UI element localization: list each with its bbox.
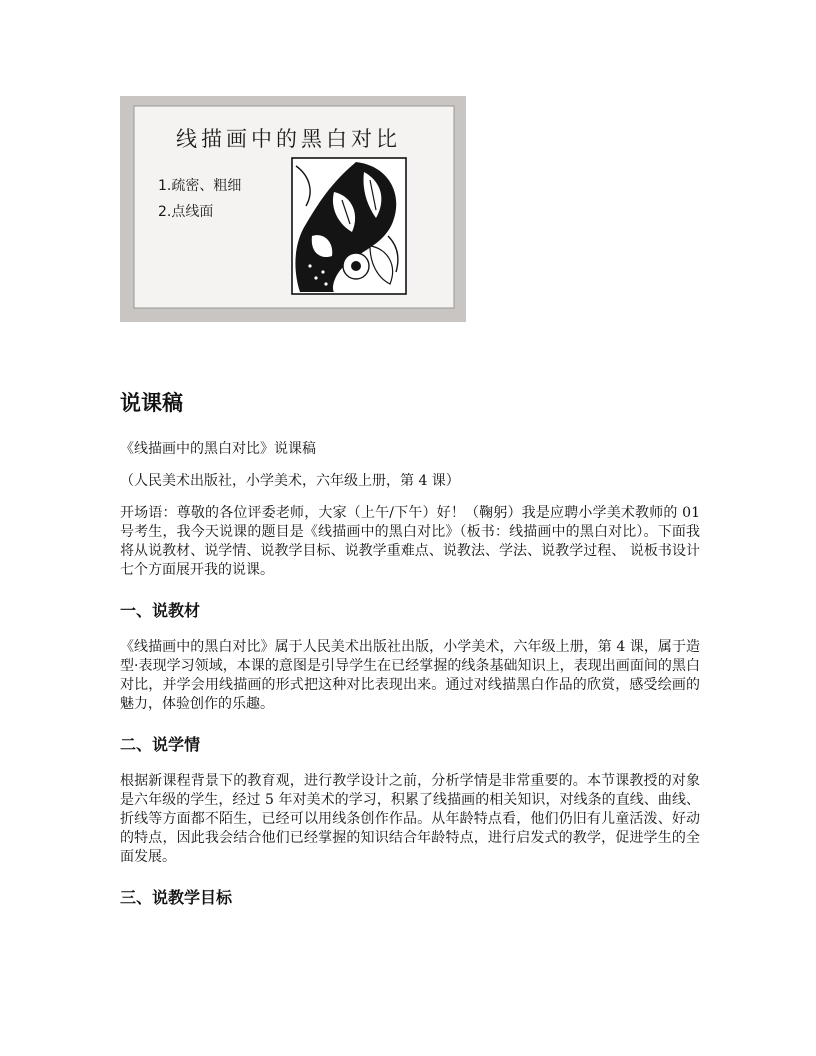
page-title: 说课稿: [120, 391, 183, 415]
source-line: （人民美术出版社，小学美术，六年级上册，第 4 课）: [120, 473, 460, 489]
photo-note-line1: 1.疏密、粗细: [158, 178, 242, 194]
blackboard-design-photo: [120, 96, 466, 322]
document-body: [120, 388, 700, 925]
opening-paragraph: 开场语：尊敬的各位评委老师，大家（上午/下午）好！（鞠躬）我是应聘小学美术教师的 01 号考生，我今天说课的题目是《线描画中的黑白对比》（板书：线描画中的黑白对比）。下面我将从说教材、说学情、说教学目标、说教学重难点、说教法、学法、说教学过程、 说板书设计七个方面展开我的说课。: [120, 505, 700, 578]
lesson-title-line: 《线描画中的黑白对比》说课稿: [120, 441, 316, 457]
photo-title-text: 线描画中的黑白对比: [176, 127, 401, 151]
photo-note-line2: 2.点线面: [158, 204, 214, 220]
section-heading-objectives: 三、说教学目标: [120, 888, 233, 907]
section-heading-students: 二、说学情: [120, 735, 201, 754]
section-body-textbook: 《线描画中的黑白对比》属于人民美术出版社出版，小学美术，六年级上册，第 4 课，属于造型·表现学习领域，本课的意图是引导学生在已经掌握的线条基础知识上，表现出画面间的黑白对比，并学会用线描画的形式把这种对比表现出来。通过对线描黑白作品的欣赏，感受绘画的魅力，体验创作的乐趣。: [120, 639, 700, 712]
section-body-students: 根据新课程背景下的教育观，进行教学设计之前，分析学情是非常重要的。本节课教授的对象是六年级的学生，经过 5 年对美术的学习，积累了线描画的相关知识，对线条的直线、曲线、折线等方面都不陌生，已经可以用线条创作作品。从年龄特点看，他们仍旧有儿童活泼、好动的特点，因此我会结合他们已经掌握的知识结合年龄特点，进行启发式的教学，促进学生的全面发展。: [120, 773, 700, 865]
line-drawing-artwork: [292, 158, 406, 294]
section-heading-textbook: 一、说教材: [120, 601, 201, 620]
photo-drawing: [120, 96, 466, 322]
